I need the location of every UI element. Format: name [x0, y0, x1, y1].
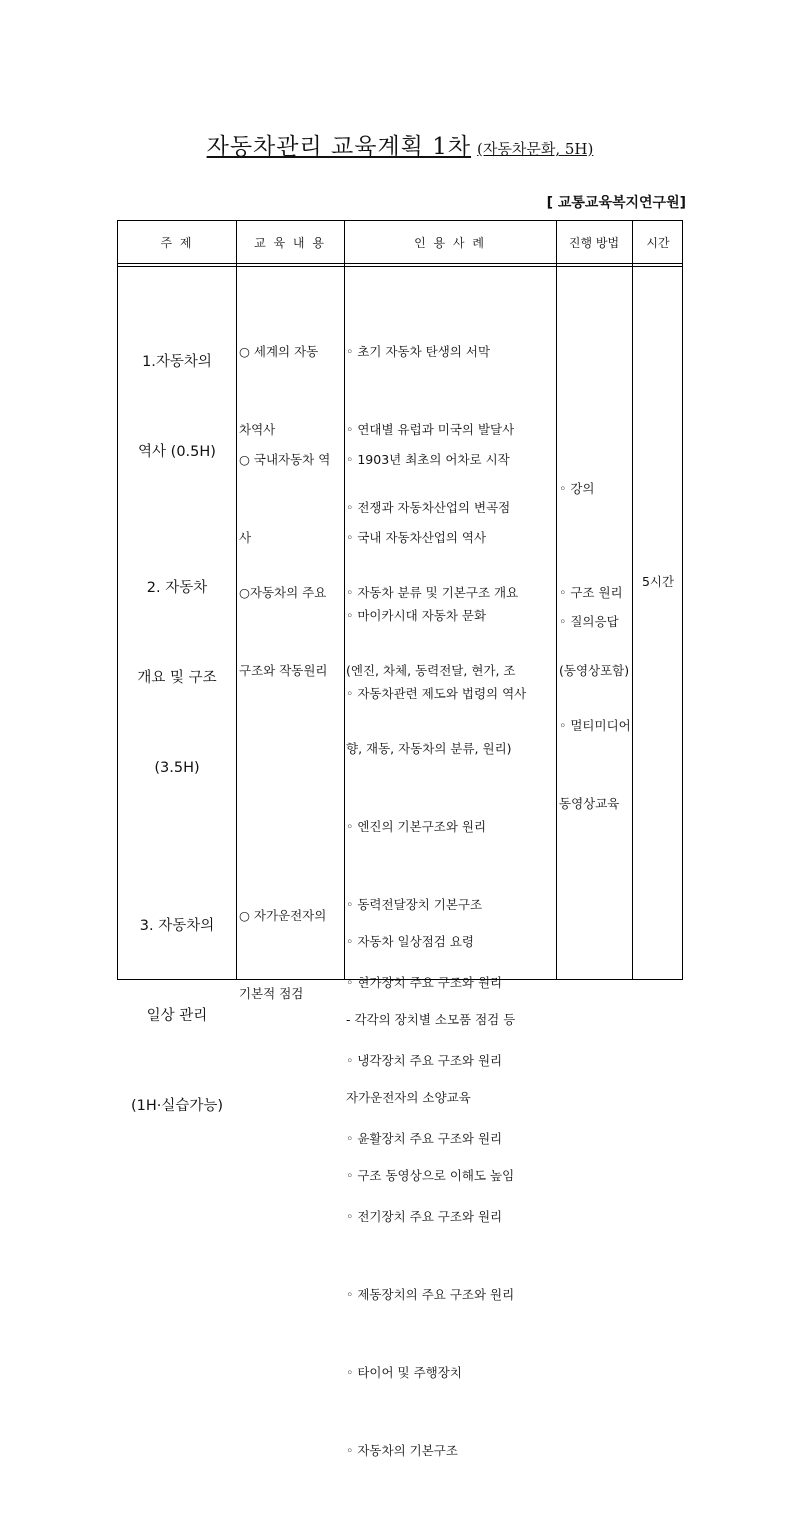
content-4: ○ 자가운전자의 기본적 점검	[239, 908, 327, 1001]
column-divider	[236, 221, 237, 979]
topic-1: 1.자동차의 역사 (0.5H)	[138, 354, 216, 460]
column-divider	[556, 221, 557, 979]
title-sub: (자동차문화, 5H)	[477, 140, 594, 158]
education-plan-table	[117, 220, 683, 1458]
content-1: ○ 세계의 자동 차역사	[239, 344, 319, 437]
header-divider	[118, 263, 682, 264]
header-time: 시간	[646, 235, 670, 250]
method-multimedia: ◦ 멀티미디어 동영상교육	[559, 718, 631, 811]
topic-2: 2. 자동차 개요 및 구조 (3.5H)	[137, 580, 217, 776]
header-divider	[118, 266, 682, 267]
examples-group-3: ◦ 자동차 분류 및 기본구조 개요 (엔진, 차체, 동력전달, 현가, 조 향, 재동, 자동차의 분류, 원리) ◦ 엔진의 기본구조와 원리 ◦ 동력전달장치 기본구조 ◦ 현가장치 주요 구조와 원리 ◦ 냉각장치 주요 구조와 원리 ◦ 윤활장치 주요 구조와 원리 ◦ 전기장치 주요 구조와 원리 ◦ 제동장치의 주요 구조와 원리 ◦ 타이어 및 주행장치 ◦ 자동차의 기본구조	[346, 585, 519, 1458]
method-lecture: ◦ 강의	[559, 481, 595, 496]
topic-3: 3. 자동차의 일상 관리 (1H·실습가능)	[130, 918, 224, 1114]
header-content: 교 육 내 용	[254, 235, 326, 250]
organization-label: [ 교통교육복지연구원]	[546, 195, 686, 211]
method-qa: ◦ 질의응답	[559, 614, 619, 629]
column-divider	[344, 221, 345, 979]
header-topic: 주 제	[160, 235, 194, 250]
content-2: ○ 국내자동차 역 사	[239, 452, 331, 545]
header-examples: 인 용 사 례	[414, 235, 486, 250]
header-method: 진행 방법	[568, 235, 620, 250]
examples-group-4: ◦ 자동차 일상점검 요령 - 각각의 장치별 소모품 점검 등 자가운전자의 소양교육 ◦ 구조 동영상으로 이해도 높임	[346, 934, 516, 1183]
document-title	[0, 128, 800, 161]
examples-group-2: ◦ 1903년 최초의 어차로 시작 ◦ 국내 자동차산업의 역사 ◦ 마이카시대 자동차 문화 ◦ 자동차관련 제도와 법령의 역사	[346, 452, 527, 701]
content-3: ○자동차의 주요 구조와 작동원리	[239, 585, 328, 678]
column-divider	[632, 221, 633, 979]
time-value: 5시간	[641, 574, 675, 589]
method-structure: ◦ 구조 원리 (동영상포함)	[559, 585, 630, 678]
examples-group-1: ◦ 초기 자동차 탄생의 서막 ◦ 연대별 유럽과 미국의 발달사 ◦ 전쟁과 자동차산업의 변곡점	[346, 344, 515, 515]
title-main: 자동차관리 교육계획 1차	[206, 134, 472, 160]
